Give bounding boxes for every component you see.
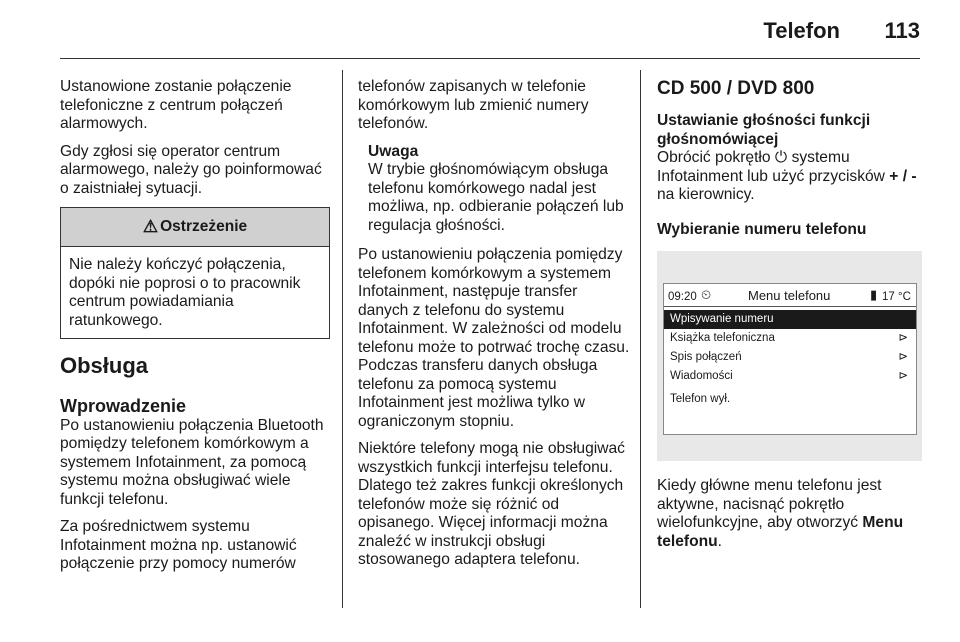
warning-text: Nie należy kończyć połączenia, dopóki nie poprosi o to pracownik centrum powiadamiania ratunkowego. (69, 256, 301, 329)
paragraph: Gdy zgłosi się operator centrum alarmowego, należy go poinformować o zaistniałej sytuacji. (60, 142, 322, 197)
page-number: 113 (884, 18, 920, 43)
display-temperature: 17 °C (882, 291, 911, 303)
submenu-arrow-icon: ⊳ (898, 351, 908, 363)
paragraph: Po ustanowieniu połączenia Bluetooth pomiędzy telefonem komórkowym a systemem Infotainment, za pomocą systemu można obsługiwać wiele funkcji telefonu. (60, 416, 324, 508)
warning-header (61, 208, 329, 247)
plus-minus-buttons-label: + / - (889, 167, 917, 185)
display-time: 09:20 (668, 291, 697, 303)
column-3 (657, 78, 927, 560)
menu-item-label: Wpisywanie numeru (670, 313, 774, 325)
menu-item-call-list[interactable] (664, 348, 916, 367)
menu-item-label: Spis połączeń (670, 351, 742, 363)
note-text: W trybie głośnomówiącym obsługa telefonu komórkowego nadal jest możliwa, np. odbieranie połączeń lub regulacja głośności. (368, 161, 624, 234)
paragraph: telefonów zapisanych w telefonie komórkowym lub zmienić numery telefonów. (358, 78, 589, 132)
column-divider-1 (342, 70, 343, 608)
display-title: Menu telefonu (748, 288, 831, 303)
page-header (0, 0, 960, 58)
text-run: systemu Infotainment lub użyć przycisków (657, 149, 885, 185)
menu-item-label: Książka telefoniczna (670, 332, 775, 344)
subsection-title: Wprowadzenie (60, 395, 187, 416)
section-title: Obsługa (60, 353, 149, 378)
display-frame (663, 283, 917, 435)
volume-heading: Ustawianie głośności funkcji głośnomówiącej (657, 112, 871, 148)
phone-icon: ▮ (870, 287, 878, 302)
menu-item-label: Wiadomości (670, 370, 733, 382)
page-title: Telefon (763, 18, 840, 43)
text-run: Kiedy główne menu telefonu jest aktywne, nacisnąć pokrętło wielofunkcyjne, aby otworzyć (657, 477, 882, 531)
column-divider-2 (640, 70, 641, 608)
header-rule (60, 58, 920, 59)
volume-paragraph (657, 149, 927, 205)
menu-telefonu-label: Menu telefonu (657, 514, 904, 550)
warning-box (60, 207, 330, 339)
clock-icon: ⏲ (701, 287, 712, 302)
model-title: CD 500 / DVD 800 (657, 78, 815, 99)
paragraph: Po ustanowieniu połączenia pomiędzy telefonem komórkowym a systemem Infotainment, następuje transfer danych z telefonu do systemu Infotainment. W zależności od modelu telefonu może to potrwać trochę czasu. Podczas transferu danych obsługa telefonu za pomocą systemu Infotainment jest możliwa tylko w ograniczonym stopniu. (358, 246, 630, 430)
menu-list (664, 310, 916, 409)
final-paragraph (657, 477, 927, 551)
menu-item-messages[interactable] (664, 367, 916, 386)
warning-title: Ostrzeżenie (160, 217, 248, 235)
text-run: na kierownicy. (657, 186, 755, 203)
display-status-bar (664, 284, 916, 307)
submenu-arrow-icon: ⊳ (898, 370, 908, 382)
power-knob-icon: ⏻ (774, 149, 788, 166)
text-run: Obrócić pokrętło (657, 149, 771, 166)
paragraph: Za pośrednictwem systemu Infotainment można np. ustanowić połączenie przy pomocy numerów (60, 518, 297, 572)
paragraph: Ustanowione zostanie połączenie telefoniczne z centrum połączeń alarmowych. (60, 78, 292, 132)
menu-item-phone-off[interactable] (664, 390, 916, 409)
text-run: . (717, 532, 722, 550)
menu-item-phonebook[interactable] (664, 329, 916, 348)
submenu-arrow-icon: ⊳ (898, 332, 908, 344)
column-1 (60, 78, 330, 583)
warning-icon: ⚠ (142, 216, 159, 236)
note-box (358, 143, 630, 236)
paragraph: Niektóre telefony mogą nie obsługiwać wszystkich funkcji interfejsu telefonu. Dlatego też zakres funkcji określonych telefonów może się różnić od opisanego. Więcej informacji można znaleźć w instrukcji obsługi stosowanego adaptera telefonu. (358, 440, 625, 568)
phone-menu-screenshot (657, 251, 922, 461)
menu-item-enter-number[interactable] (664, 310, 916, 329)
menu-item-label: Telefon wył. (670, 393, 731, 405)
dial-heading: Wybieranie numeru telefonu (657, 220, 867, 238)
note-title: Uwaga (368, 142, 419, 160)
column-2 (358, 78, 630, 579)
